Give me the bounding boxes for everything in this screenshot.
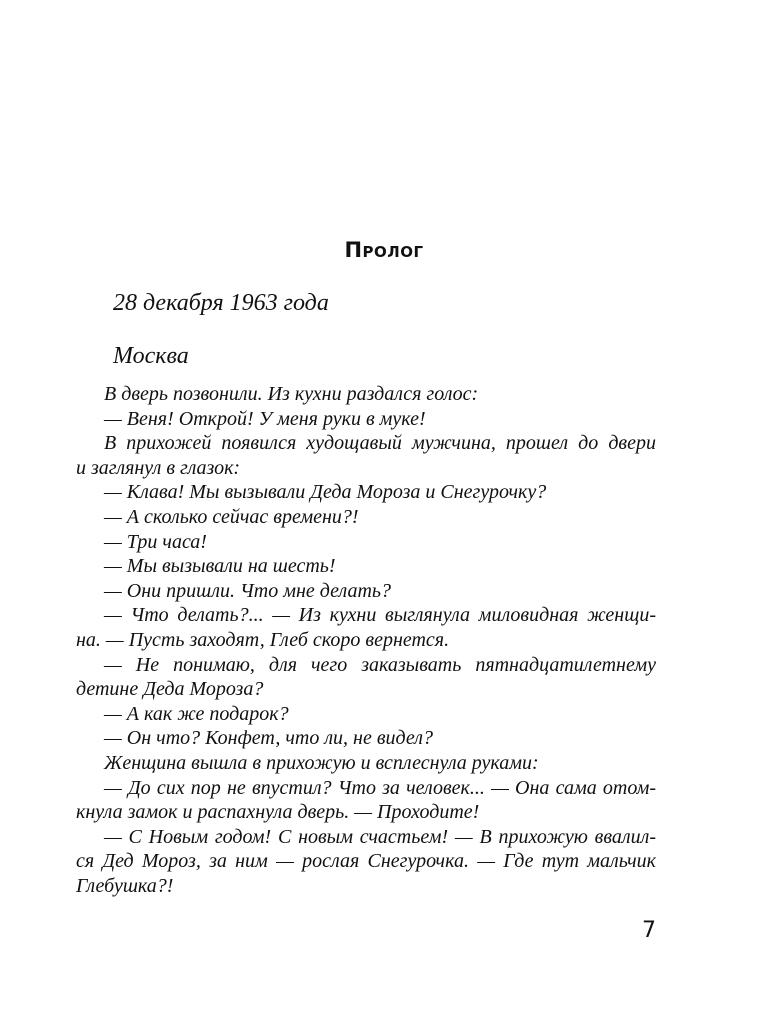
text-line: — Три часа!	[104, 530, 207, 553]
text-line: — Они пришли. Что мне делать?	[104, 579, 392, 602]
text-line: ся Дед Мороз, за ним — рослая Снегурочка. — Где тут мальчик	[76, 850, 656, 873]
body-text	[76, 382, 656, 898]
text-line: В прихожей появился худощавый мужчина, прошел до двери	[104, 432, 656, 455]
text-line: Женщина вышла в прихожую и всплеснула руками:	[104, 751, 539, 774]
text-line: В дверь позвонили. Из кухни раздался голос:	[104, 383, 479, 405]
text-line: и заглянул в глазок:	[76, 456, 241, 479]
text-line: — Что делать?... — Из кухни выглянула миловидная женщи-	[104, 604, 656, 627]
text-line: — Мы вызывали на шесть!	[104, 555, 336, 578]
text-line: — Клава! Мы вызывали Деда Мороза и Снегурочку?	[104, 481, 547, 504]
text-line: — С Новым годом! С новым счастьем! — В прихожую ввалил-	[104, 825, 656, 848]
chapter-title: Пролог	[344, 238, 424, 262]
text-line: — А сколько сейчас времени?!	[104, 505, 359, 528]
text-line: — Не понимаю, для чего заказывать пятнадцатилетнему	[104, 653, 656, 676]
place-heading: Москва	[113, 343, 189, 369]
text-line: кнула замок и распахнула дверь. — Проходите!	[76, 801, 480, 824]
page-number: 7	[642, 918, 656, 943]
text-line: — До сих пор не впустил? Что за человек... — Она сама отом-	[104, 776, 656, 799]
text-line: на. — Пусть заходят, Глеб скоро вернется.	[76, 628, 450, 651]
text-line: Глебушка?!	[76, 874, 174, 897]
text-line: детине Деда Мороза?	[76, 678, 264, 701]
text-line: — А как же подарок?	[104, 702, 289, 725]
text-line: — Он что? Конфет, что ли, не видел?	[104, 727, 433, 750]
text-line: — Веня! Открой! У меня руки в муке!	[104, 407, 426, 430]
date-heading: 28 декабря 1963 года	[113, 290, 329, 316]
